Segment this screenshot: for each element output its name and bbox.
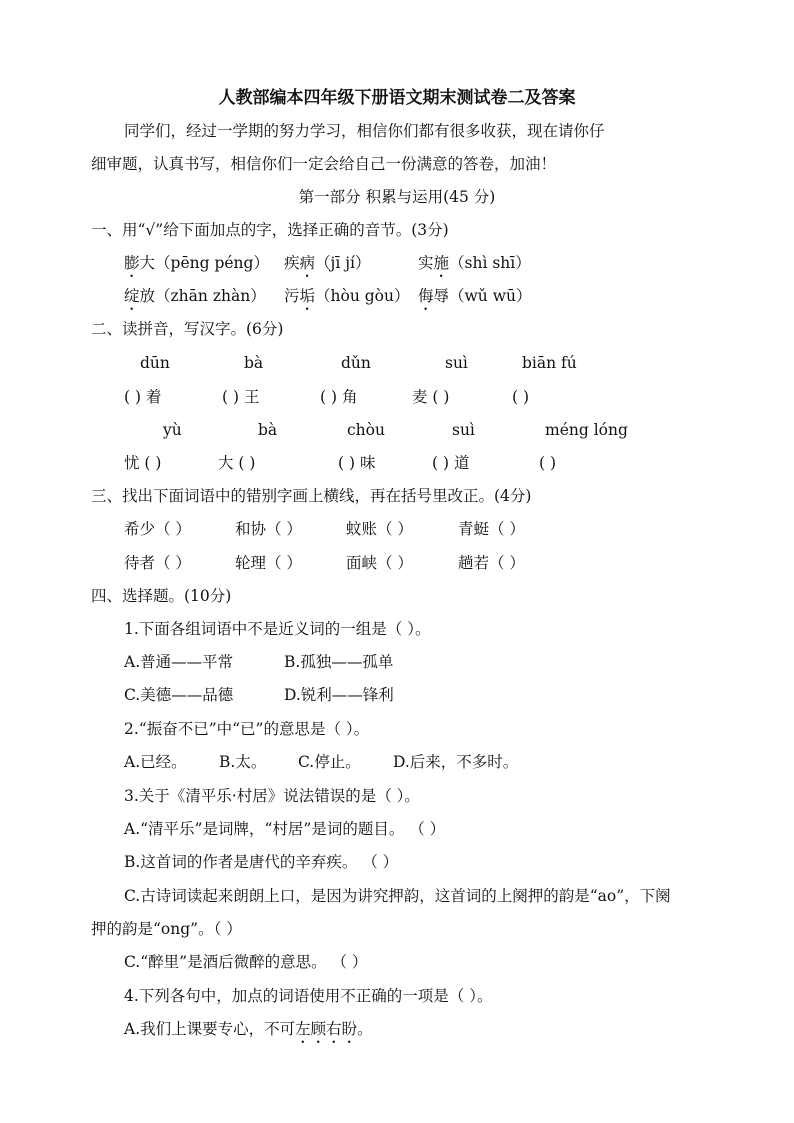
q4-s4-line xyxy=(0,984,794,1008)
q1-item-5-dot: 垢 xyxy=(299,287,316,305)
q3-item: 蚊账（ ） xyxy=(346,520,413,538)
q2-pinyin: suì xyxy=(452,421,475,439)
q3-item: 待者（ ） xyxy=(124,554,191,572)
q4-option: B.这首词的作者是唐代的辛弃疾。 （ ） xyxy=(124,853,399,871)
page-title: 人教部编本四年级下册语文期末测试卷二及答案 xyxy=(218,88,576,108)
q3-item: 希少（ ） xyxy=(124,520,191,538)
q1-item-6-dot: 侮 xyxy=(418,287,434,305)
q3-heading: 三、找出下面词语中的错别字画上横线，再在括号里改正。(4分) xyxy=(91,487,532,505)
q1-row-1 xyxy=(0,251,794,275)
q4-s2-line xyxy=(0,717,794,741)
q2-words-row-2 xyxy=(0,451,794,475)
intro-line-1 xyxy=(0,119,794,143)
q1-item-5-post: （hòu gòu） xyxy=(315,287,410,305)
q4-s1-options-1 xyxy=(0,650,794,674)
q4-s1-options-2 xyxy=(0,683,794,707)
q3-row-1 xyxy=(0,517,794,541)
q4-s3-d-line xyxy=(0,950,794,974)
q4-option-continued: 押的韵是“ong”。（ ） xyxy=(91,920,242,938)
q1-item-1-dot: 膨 xyxy=(124,254,140,272)
q2-blank: ( ) xyxy=(512,388,530,406)
q2-blank: ( ) 着 xyxy=(124,388,162,406)
q4-s3-c-line-2 xyxy=(0,917,794,941)
q3-row-2 xyxy=(0,551,794,575)
q2-pinyin: dūn xyxy=(140,354,170,372)
q1-item-2-pre: 疾 xyxy=(284,254,300,272)
q2-blank: 麦 ( ) xyxy=(412,388,450,406)
q4-option: D.锐利——锋利 xyxy=(284,686,394,704)
q4-s4-a-dotted: 左顾右盼 xyxy=(295,1020,358,1038)
q1-item-3 xyxy=(418,251,531,281)
q4-option: C.停止。 xyxy=(298,753,361,771)
q1-row-2 xyxy=(0,284,794,308)
q4-option: D.后来，不多时。 xyxy=(393,753,519,771)
q4-option: C.“醉里”是酒后微醉的意思。 （ ） xyxy=(124,953,368,971)
q2-blank: ( ) 王 xyxy=(222,388,260,406)
q4-s3-b-line xyxy=(0,850,794,874)
q2-blank: ( ) 味 xyxy=(338,454,376,472)
q3-heading-line xyxy=(0,484,794,508)
q4-s2-options xyxy=(0,750,794,774)
q1-item-6-post: 辱（wǔ wū） xyxy=(433,287,532,305)
q1-item-4-dot: 绽 xyxy=(124,287,140,305)
q3-item: 轮理（ ） xyxy=(235,554,302,572)
q4-question-2: 2.“振奋不已”中“已”的意思是（ ）。 xyxy=(124,720,370,738)
q1-item-3-dot: 施 xyxy=(433,254,450,272)
q3-item: 青蜓（ ） xyxy=(458,520,525,538)
q1-item-3-post: （shì shī） xyxy=(449,254,531,272)
q2-pinyin: suì xyxy=(445,354,468,372)
q1-item-4-post: 放（zhān zhàn） xyxy=(139,287,266,305)
q2-blank: 忧 ( ) xyxy=(124,454,162,472)
q4-question-1: 1.下面各组词语中不是近义词的一组是（ ）。 xyxy=(124,620,431,638)
q4-s1-line xyxy=(0,617,794,641)
q1-item-2-dot: 病 xyxy=(299,254,316,272)
q2-words-row-1 xyxy=(0,385,794,409)
q1-item-6 xyxy=(418,284,531,314)
q1-item-4 xyxy=(124,284,266,314)
q2-heading: 二、读拼音，写汉字。(6分) xyxy=(91,320,284,338)
q1-item-5 xyxy=(284,284,410,314)
q1-item-1 xyxy=(124,251,269,281)
q4-option: B.太。 xyxy=(219,753,267,771)
q2-heading-line xyxy=(0,317,794,341)
q3-item: 和协（ ） xyxy=(235,520,302,538)
q1-item-2-post: （jī jí） xyxy=(315,254,371,272)
intro-text-1: 同学们，经过一学期的努力学习，相信你们都有很多收获，现在请你仔 xyxy=(124,122,605,140)
q4-question-4: 4.下列各句中，加点的词语使用不正确的一项是（ ）。 xyxy=(124,987,493,1005)
q2-blank: 大 ( ) xyxy=(218,454,256,472)
q1-item-5-pre: 污 xyxy=(284,287,300,305)
q2-pinyin: biān fú xyxy=(522,354,577,372)
q4-question-3: 3.关于《清平乐·村居》说法错误的是（ ）。 xyxy=(124,787,420,805)
q4-s4-a-pre: A.我们上课要专心，不可 xyxy=(124,1020,296,1038)
q4-option: B.孤独——孤单 xyxy=(284,653,394,671)
q2-blank: ( ) 角 xyxy=(320,388,358,406)
q2-pinyin: méng lóng xyxy=(545,421,628,439)
q3-item: 面峡（ ） xyxy=(346,554,413,572)
q1-heading: 一、用“√”给下面加点的字，选择正确的音节。(3分) xyxy=(91,221,449,239)
q2-pinyin: bà xyxy=(258,421,278,439)
q2-pinyin: bà xyxy=(244,354,264,372)
q2-pinyin: dǔn xyxy=(341,354,371,372)
q1-item-2 xyxy=(284,251,371,281)
q4-s4-a-post: 。 xyxy=(357,1020,373,1038)
q4-option: C.古诗词读起来朗朗上口，是因为讲究押韵，这首词的上阕押的韵是“ao”，下阕 xyxy=(124,887,671,905)
q4-option: C.美德——品德 xyxy=(124,686,234,704)
q1-heading-line xyxy=(0,218,794,242)
intro-text-2: 细审题，认真书写，相信你们一定会给自己一份满意的答卷，加油！ xyxy=(91,155,557,173)
q2-pinyin: yù xyxy=(163,421,182,439)
q2-pinyin-row-1 xyxy=(0,351,794,375)
q4-heading: 四、选择题。(10分) xyxy=(91,587,232,605)
q4-s3-a-line xyxy=(0,817,794,841)
part-one-title: 第一部分 积累与运用(45 分) xyxy=(298,188,496,206)
intro-line-2 xyxy=(0,152,794,176)
q4-s3-line xyxy=(0,784,794,808)
q1-item-1-post: 大（pēng péng） xyxy=(139,254,269,272)
q2-pinyin-row-2 xyxy=(0,418,794,442)
q4-option: A.“清平乐”是词牌，“村居”是词的题目。 （ ） xyxy=(124,820,446,838)
q2-blank: ( ) 道 xyxy=(432,454,470,472)
q2-blank: ( ) xyxy=(539,454,557,472)
q1-item-3-pre: 实 xyxy=(418,254,434,272)
q4-s4-a-line xyxy=(0,1017,794,1041)
q4-option: A.已经。 xyxy=(124,753,187,771)
q4-option: A.普通——平常 xyxy=(124,653,234,671)
q4-option xyxy=(124,1017,373,1047)
q4-heading-line xyxy=(0,584,794,608)
q3-item: 趟若（ ） xyxy=(458,554,525,572)
q4-s3-c-line-1 xyxy=(0,884,794,908)
q2-pinyin: chòu xyxy=(347,421,385,439)
